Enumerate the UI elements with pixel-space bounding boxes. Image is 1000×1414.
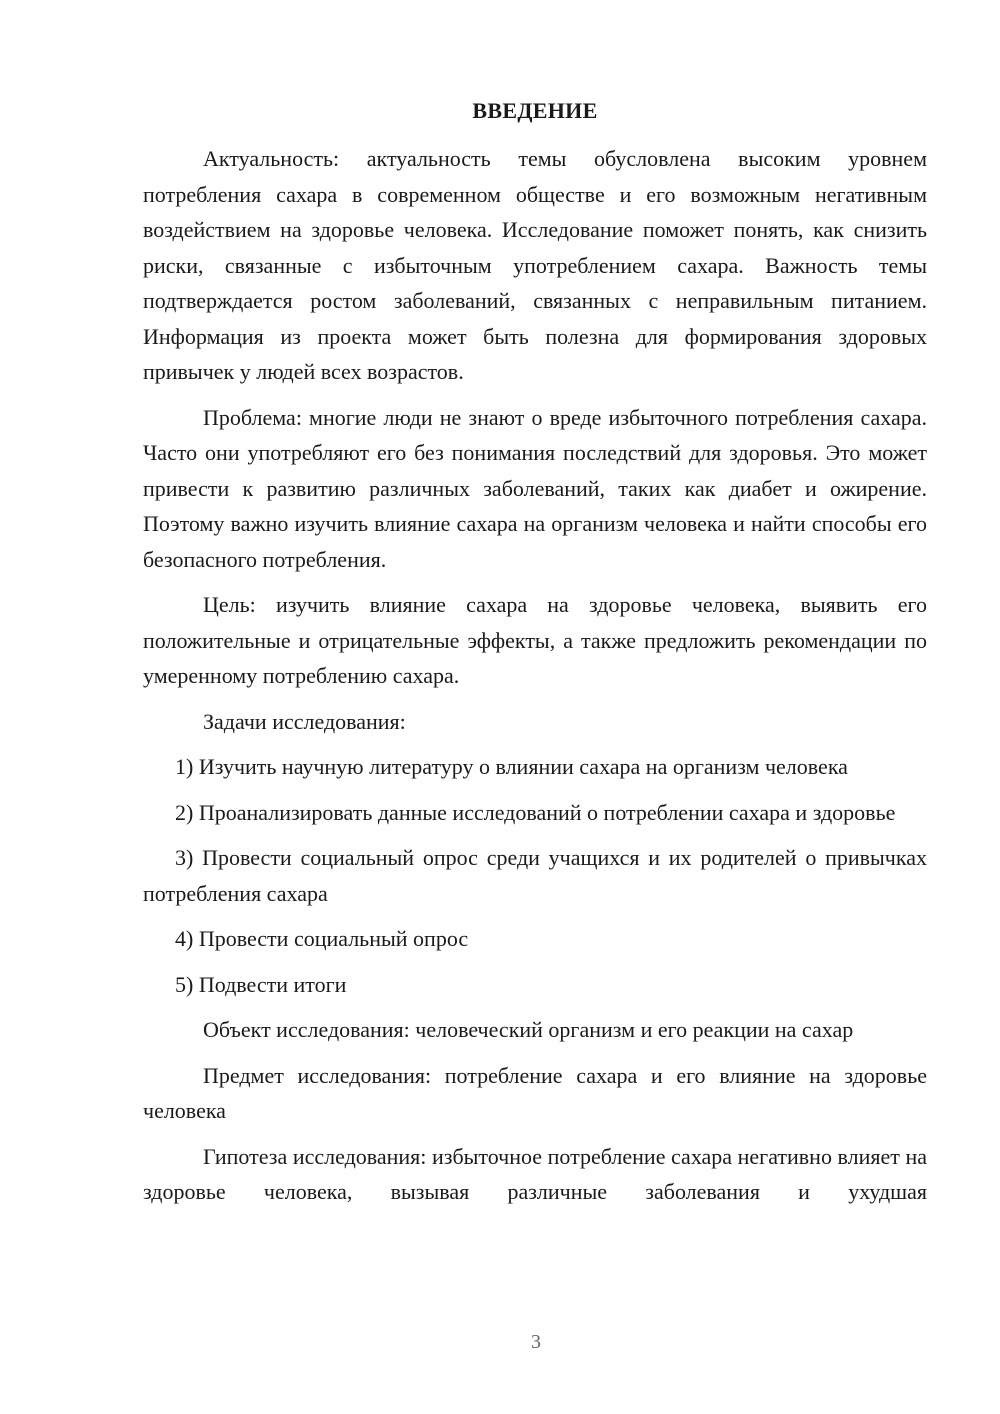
task-item-5: 5) Подвести итоги [175, 971, 347, 997]
page-content [143, 93, 927, 1220]
section-heading: ВВЕДЕНИЕ [472, 98, 598, 123]
tasks-title: Задачи исследования: [203, 708, 406, 734]
object-paragraph: Объект исследования: человеческий организм и его реакции на сахар [203, 1017, 854, 1042]
page-number: 3 [531, 1331, 541, 1353]
task-item-2: 2) Проанализировать данные исследований о потреблении сахара и здоровье [175, 799, 896, 825]
task-item-3: 3) Провести социальный опрос среди учащихся и их родителей о привычках потребления сахара [143, 845, 927, 906]
subject-paragraph: Предмет исследования: потребление сахара и его влияние на здоровье человека [143, 1062, 927, 1123]
problem-paragraph: Проблема: многие люди не знают о вреде избыточного потребления сахара. Часто они употребляют его без понимания последствий для здоровья. Это может привести к развитию различных заболеваний, таких как диабет и ожирение. Поэтому важно изучить влияние сахара на организм человека и найти способы его безопасного потребления. [143, 404, 927, 572]
task-item-1: 1) Изучить научную литературу о влиянии сахара на организм человека [175, 754, 848, 779]
task-item-4: 4) Провести социальный опрос [175, 926, 469, 951]
hypothesis-paragraph: Гипотеза исследования: избыточное потребление сахара негативно влияет на здоровье человека, вызывая различные заболевания и ухудшая [143, 1143, 927, 1204]
goal-paragraph: Цель: изучить влияние сахара на здоровье человека, выявить его положительные и отрицательные эффекты, а также предложить рекомендации по умеренному потреблению сахара. [143, 592, 927, 688]
relevance-paragraph: Актуальность: актуальность темы обусловлена высоким уровнем потребления сахара в современном обществе и его возможным негативным воздействием на здоровье человека. Исследование поможет понять, как снизить риски, связанные с избыточным употреблением сахара. Важность темы подтверждается ростом заболеваний, связанных с неправильным питанием. Информация из проекта может быть полезна для формирования здоровых привычек у людей всех возрастов. [143, 146, 927, 384]
